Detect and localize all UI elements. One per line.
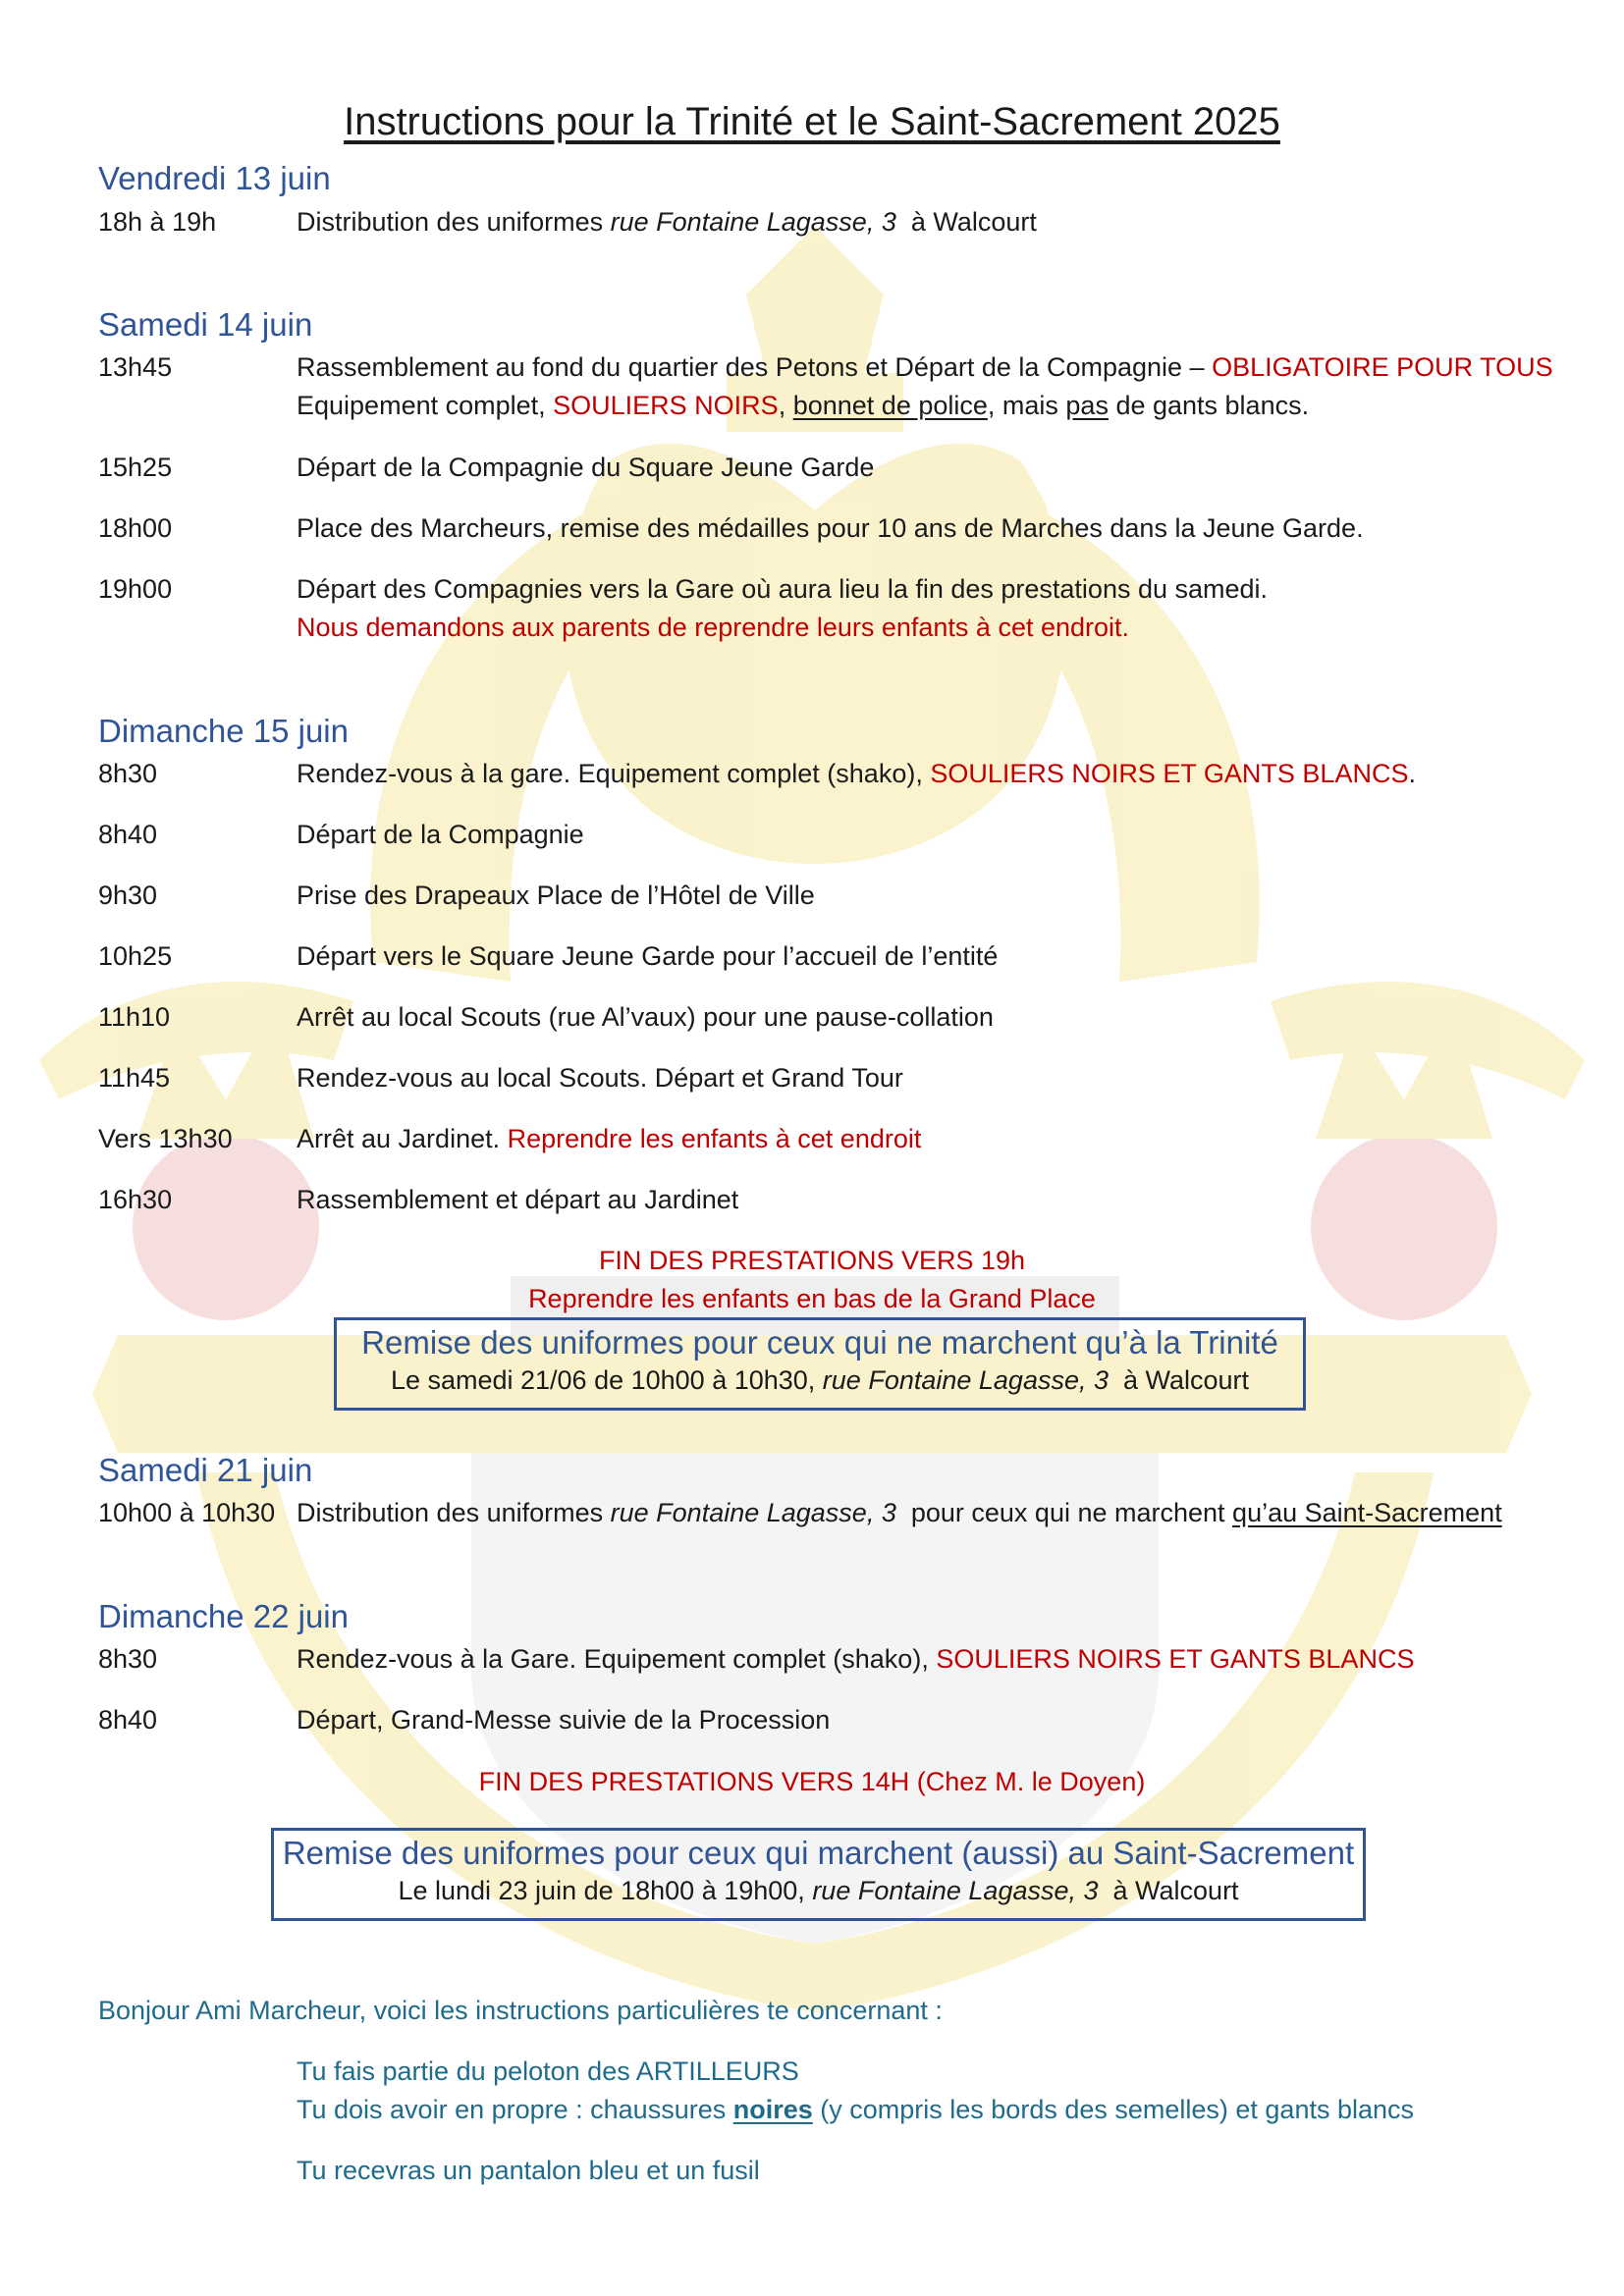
schedule-row: [0, 941, 1624, 981]
time-label: 10h00 à 10h30: [98, 1498, 276, 1527]
personal-greeting: Bonjour Ami Marcheur, voici les instructions particulières te concernant :: [98, 1996, 943, 2025]
row-description: Départ vers le Square Jeune Garde pour l’accueil de l’entité: [297, 941, 999, 971]
row-description: Rendez-vous au local Scouts. Départ et Grand Tour: [297, 1063, 903, 1093]
time-label: 16h30: [98, 1185, 173, 1214]
row-description: Rassemblement au fond du quartier des Petons et Départ de la Compagnie – OBLIGATOIRE POUR TOUS: [297, 352, 1553, 382]
time-label: 8h40: [98, 1705, 158, 1735]
row-description: Rendez-vous à la Gare. Equipement complet (shako), SOULIERS NOIRS ET GANTS BLANCS: [297, 1644, 1415, 1674]
box-subtext: Le samedi 21/06 de 10h00 à 10h30, rue Fontaine Lagasse, 3 à Walcourt: [390, 1365, 1250, 1395]
schedule-row: [0, 759, 1624, 798]
time-label: 8h40: [98, 820, 158, 849]
box-heading: Remise des uniformes pour ceux qui marchent (aussi) au Saint-Sacrement: [282, 1835, 1355, 1871]
time-label: Vers 13h30: [98, 1124, 233, 1153]
day-heading-friday-13: Vendredi 13 juin: [98, 160, 331, 196]
row-description: Equipement complet, SOULIERS NOIRS, bonnet de police, mais pas de gants blancs.: [297, 391, 1310, 420]
time-label: 13h45: [98, 352, 173, 382]
row-description: Départ, Grand-Messe suivie de la Procession: [297, 1705, 831, 1735]
pickup-notice: Reprendre les enfants en bas de la Grand Place: [528, 1284, 1096, 1313]
row-description: Distribution des uniformes rue Fontaine Lagasse, 3 à Walcourt: [297, 207, 1037, 237]
day-heading-sunday-15: Dimanche 15 juin: [98, 713, 349, 749]
end-of-performance-notice: FIN DES PRESTATIONS VERS 19h: [598, 1246, 1026, 1275]
schedule-row: [0, 1644, 1624, 1683]
time-label: 18h à 19h: [98, 207, 217, 237]
schedule-row: [0, 574, 1624, 614]
row-description: Départ de la Compagnie: [297, 820, 584, 849]
time-label: 8h30: [98, 759, 158, 788]
box-subtext: Le lundi 23 juin de 18h00 à 19h00, rue Fontaine Lagasse, 3 à Walcourt: [398, 1876, 1239, 1905]
time-label: 8h30: [98, 1644, 158, 1674]
row-description: Départ des Compagnies vers la Gare où aura lieu la fin des prestations du samedi.: [297, 574, 1269, 604]
time-label: 11h45: [98, 1063, 171, 1093]
row-description: Arrêt au Jardinet. Reprendre les enfants à cet endroit: [297, 1124, 922, 1153]
personal-line-issued: Tu recevras un pantalon bleu et un fusil: [297, 2156, 760, 2185]
time-label: 11h10: [98, 1002, 171, 1032]
day-heading-sunday-22: Dimanche 22 juin: [98, 1598, 349, 1634]
time-label: 18h00: [98, 513, 173, 543]
row-description: Arrêt au local Scouts (rue Al’vaux) pour une pause-collation: [297, 1002, 994, 1032]
schedule-row: [0, 881, 1624, 920]
schedule-row: [0, 1705, 1624, 1744]
schedule-row-continuation: [0, 613, 1624, 652]
row-description: Place des Marcheurs, remise des médailles pour 10 ans de Marches dans la Jeune Garde.: [297, 513, 1364, 543]
schedule-row: [0, 207, 1624, 246]
time-label: 10h25: [98, 941, 173, 971]
schedule-row: [0, 453, 1624, 492]
row-description: Rendez-vous à la gare. Equipement complet (shako), SOULIERS NOIRS ET GANTS BLANCS.: [297, 759, 1416, 788]
schedule-row: [0, 1498, 1624, 1537]
schedule-row: [0, 352, 1624, 392]
personal-line-peloton: Tu fais partie du peloton des ARTILLEURS: [297, 2056, 799, 2086]
time-label: 15h25: [98, 453, 173, 482]
page-title: Instructions pour la Trinité et le Saint-Sacrement 2025: [344, 100, 1280, 143]
row-description: Rassemblement et départ au Jardinet: [297, 1185, 739, 1214]
row-description: Prise des Drapeaux Place de l’Hôtel de Ville: [297, 881, 815, 910]
end-of-performance-notice: FIN DES PRESTATIONS VERS 14H (Chez M. le Doyen): [478, 1767, 1146, 1796]
schedule-row: [0, 1002, 1624, 1041]
schedule-row: [0, 1185, 1624, 1224]
time-label: 9h30: [98, 881, 158, 910]
day-heading-saturday-14: Samedi 14 juin: [98, 306, 313, 343]
personal-line-equipment: Tu dois avoir en propre : chaussures noires (y compris les bords des semelles) et gants blancs: [297, 2095, 1415, 2124]
parent-notice: Nous demandons aux parents de reprendre leurs enfants à cet endroit.: [297, 613, 1130, 642]
row-description: Départ de la Compagnie du Square Jeune Garde: [297, 453, 875, 482]
day-heading-saturday-21: Samedi 21 juin: [98, 1452, 313, 1488]
uniform-return-box-trinity: [334, 1317, 1306, 1411]
schedule-row: [0, 820, 1624, 859]
uniform-return-box-saint-sacrement: [271, 1828, 1366, 1921]
schedule-row-continuation: [0, 391, 1624, 430]
row-description: Distribution des uniformes rue Fontaine Lagasse, 3 pour ceux qui ne marchent qu’au Saint-Sacrement: [297, 1498, 1502, 1527]
schedule-row: [0, 513, 1624, 553]
schedule-row: [0, 1124, 1624, 1163]
time-label: 19h00: [98, 574, 173, 604]
box-heading: Remise des uniformes pour ceux qui ne marchent qu’à la Trinité: [361, 1324, 1278, 1361]
schedule-row: [0, 1063, 1624, 1102]
